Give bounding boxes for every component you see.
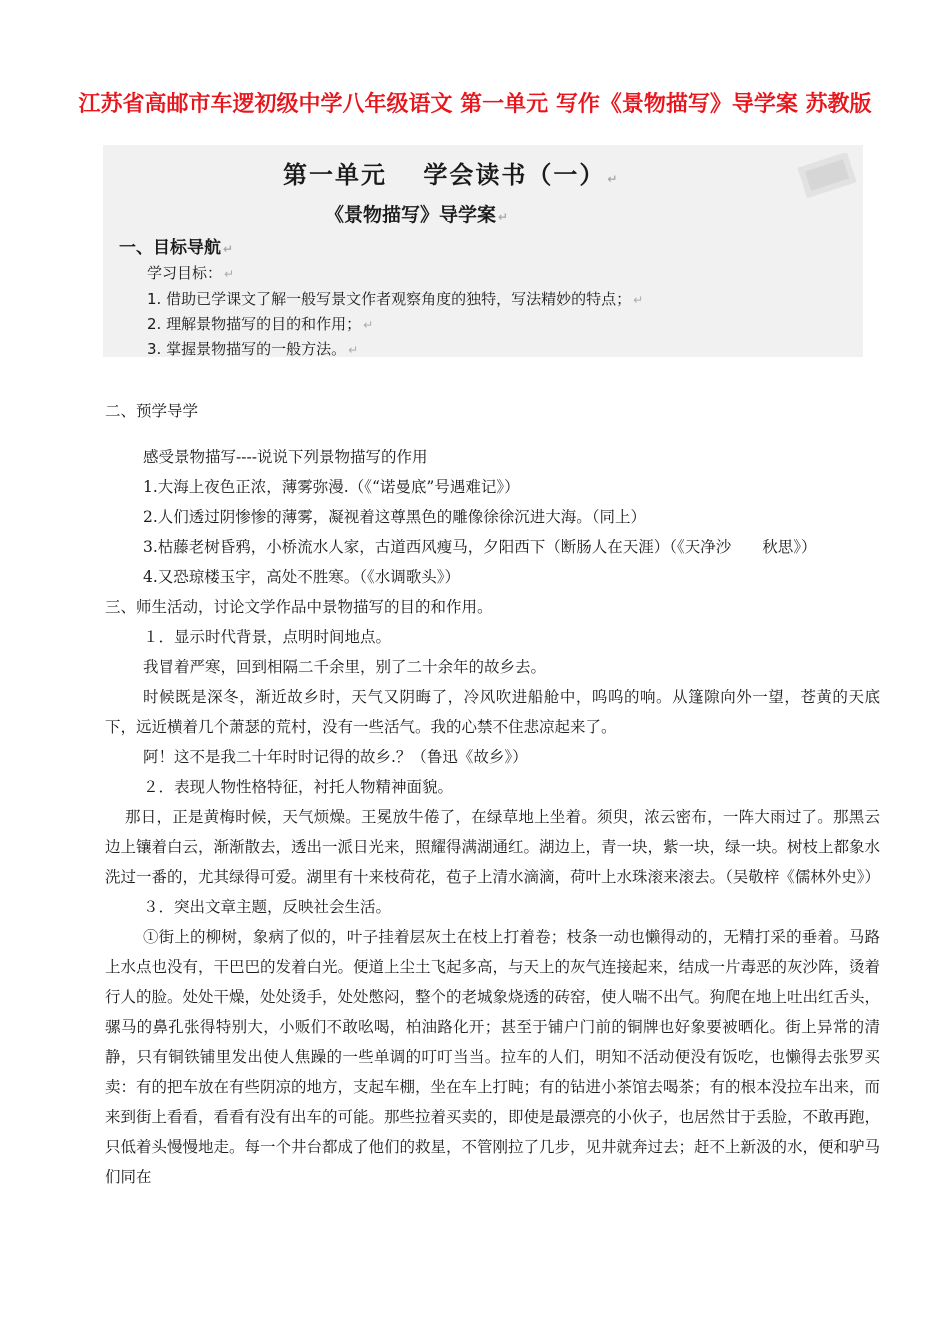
document-body <box>105 396 880 1192</box>
goal-label: 学习目标： ↵ <box>147 264 235 282</box>
document-title: 江苏省高邮市车逻初级中学八年级语文 第一单元 写作《景物描写》导学案 苏教版 <box>78 92 872 117</box>
preview-item: 3.枯藤老树昏鸦，小桥流水人家，古道西风瘦马，夕阳西下（断肠人在天涯）（《天净沙 秋思》） <box>143 538 817 556</box>
section-3-heading: 三、师生活动，讨论文学作品中景物描写的目的和作用。 <box>105 598 493 616</box>
header-scan-panel <box>103 145 863 357</box>
unit-title: 第一单元 学会读书（一） ↵ <box>283 161 620 189</box>
faded-stamp-icon <box>797 153 857 198</box>
goal-item: 1. 借助已学课文了解一般写景文作者观察角度的独特，写法精妙的特点； ↵ <box>147 290 644 308</box>
guide-subtitle: 《景物描写》导学案 ↵ <box>325 204 509 226</box>
point-heading: ２．表现人物性格特征，衬托人物精神面貌。 <box>143 778 454 796</box>
example-paragraph: 阿！这不是我二十年时时记得的故乡.？（鲁迅《故乡》） <box>143 748 528 766</box>
example-paragraph: 时候既是深冬，渐近故乡时，天气又阴晦了，冷风吹进船舱中，呜呜的响。从篷隙向外一望，苍黄的天底下，远近横着几个萧瑟的荒村，没有一些活气。我的心禁不住悲凉起来了。 <box>105 688 880 736</box>
preview-item: 2.人们透过阴惨惨的薄雾，凝视着这尊黑色的雕像徐徐沉进大海。（同上） <box>143 508 647 526</box>
section-1-heading: 一、目标导航 ↵ <box>119 238 234 258</box>
preview-item: 4.又恐琼楼玉宇，高处不胜寒。（《水调歌头》） <box>143 568 461 586</box>
point-heading: １．显示时代背景，点明时间地点。 <box>143 628 392 646</box>
preview-item: 1.大海上夜色正浓，薄雾弥漫.（《“诺曼底”号遇难记》） <box>143 478 520 496</box>
section-2-heading: 二、预学导学 <box>105 402 199 420</box>
goal-item: 2. 理解景物描写的目的和作用； ↵ <box>147 315 374 333</box>
example-paragraph: 我冒着严寒，回到相隔二千余里，别了二十余年的故乡去。 <box>143 658 547 676</box>
point-heading: ３．突出文章主题，反映社会生活。 <box>143 898 392 916</box>
example-paragraph: ①街上的柳树，象病了似的，叶子挂着层灰土在枝上打着卷；枝条一动也懒得动的，无精打采的垂着。马路上水点也没有，干巴巴的发着白光。便道上尘土飞起多高，与天上的灰气连接起来，结成一片毒恶的灰沙阵，烫着行人的脸。处处干燥，处处烫手，处处憋闷，整个的老城象烧透的砖窑，使人喘不出气。狗爬在地上吐出红舌头，骡马的鼻孔张得特别大，小贩们不敢吆喝，柏油路化开；甚至于铺户门前的铜牌也好象要被晒化。街上异常的清静，只有铜铁铺里发出使人焦躁的一些单调的叮叮当当。拉车的人们，明知不活动便没有饭吃，也懒得去张罗买卖：有的把车放在有些阴凉的地方，支起车棚，坐在车上打盹；有的钻进小茶馆去喝茶；有的根本没拉车出来，而来到街上看看，看看有没有出车的可能。那些拉着买卖的，即使是最漂亮的小伙子，也居然甘于丢脸，不敢再跑，只低着头慢慢地走。每一个井台都成了他们的救星，不管刚拉了几步，见井就奔过去；赶不上新汲的水，便和驴马们同在 <box>105 928 881 1186</box>
example-paragraph: 那日，正是黄梅时候，天气烦燥。王冕放牛倦了，在绿草地上坐着。须臾，浓云密布，一阵大雨过了。那黑云边上镶着白云，渐渐散去，透出一派日光来，照耀得满湖通红。湖边上，青一块，紫一块，绿一块。树枝上都象水洗过一番的，尤其绿得可爱。湖里有十来枝荷花，苞子上清水滴滴，荷叶上水珠滚来滚去。（吴敬梓《儒林外史》） <box>105 808 881 886</box>
preview-intro: 感受景物描写----说说下列景物描写的作用 <box>143 448 428 466</box>
goal-item: 3. 掌握景物描写的一般方法。 ↵ <box>147 340 359 358</box>
